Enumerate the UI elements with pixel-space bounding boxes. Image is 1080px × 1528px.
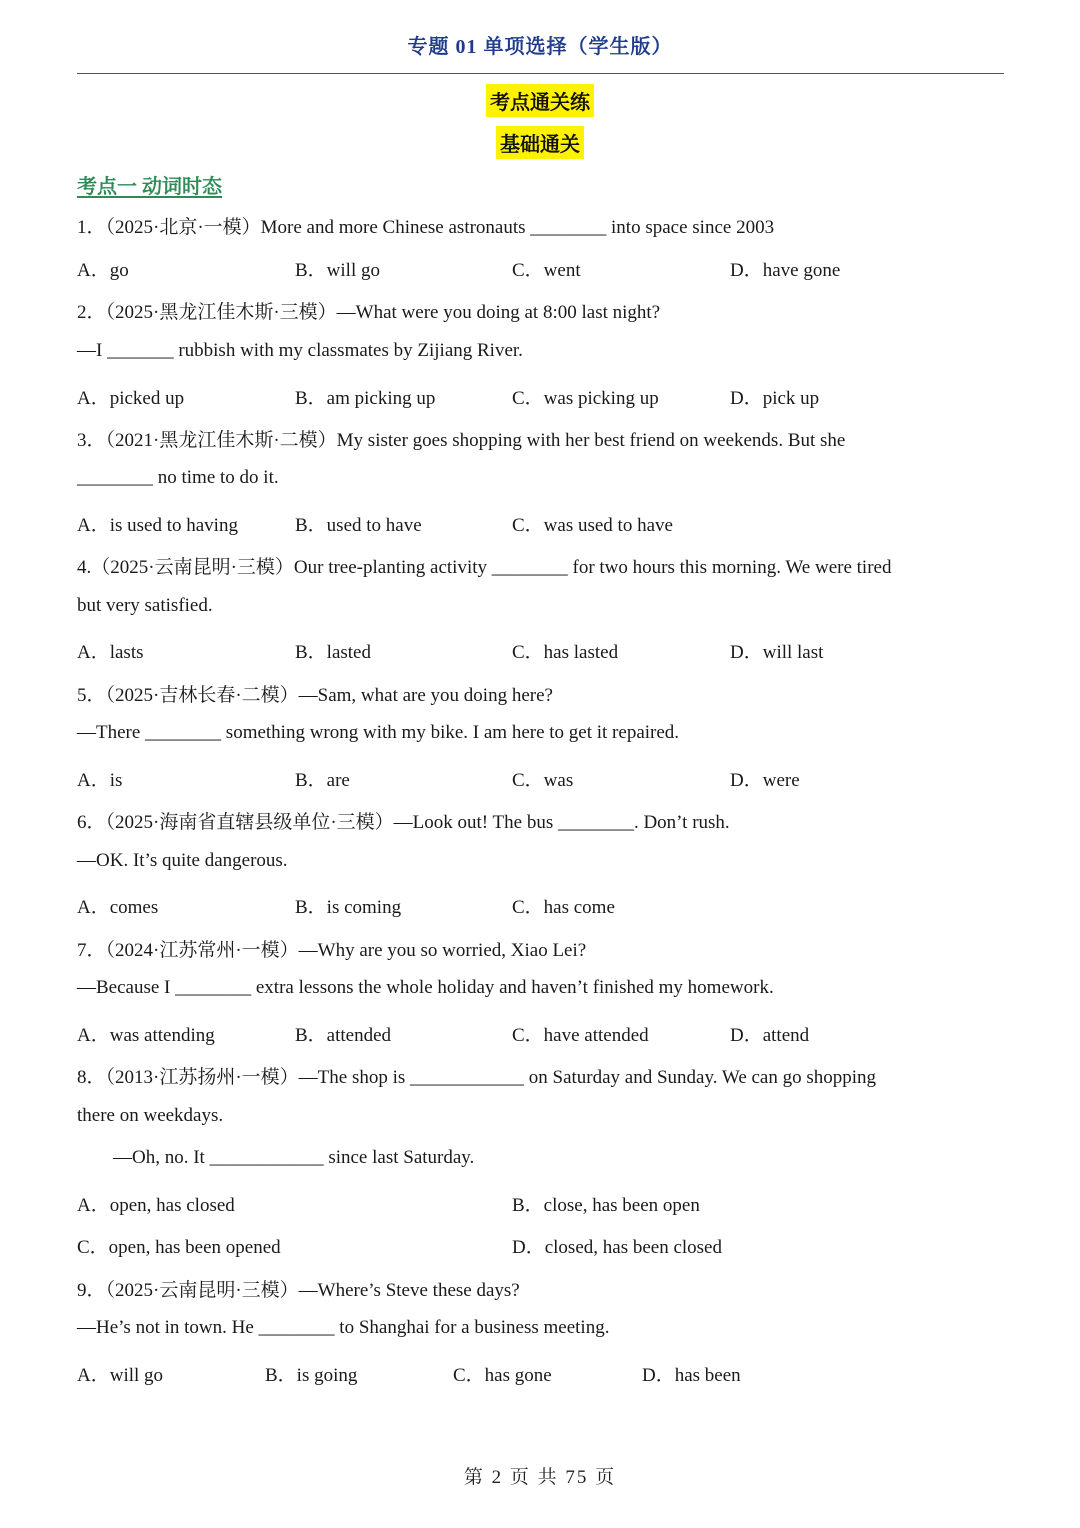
section-title: 考点一 动词时态 <box>77 176 222 198</box>
question-8-stem: 8．（2013·江苏扬州·一模）—The shop is ____________ on Saturday and Sunday. We can go shopping <box>77 1067 877 1088</box>
q3-option-c: C．was used to have <box>512 515 673 536</box>
header-divider <box>77 73 1004 74</box>
page-header-title: 专题 01 单项选择（学生版） <box>407 36 673 58</box>
question-7-line-2: —Because I ________ extra lessons the whole holiday and haven’t finished my homework. <box>77 977 774 998</box>
q8-option-d: D．closed, has been closed <box>512 1237 722 1258</box>
q5-option-b: B．are <box>295 770 350 791</box>
q7-option-c: C．have attended <box>512 1025 649 1046</box>
question-4-line-2: but very satisfied. <box>77 595 213 616</box>
q9-option-b: B．is going <box>265 1365 358 1386</box>
question-5-stem: 5．（2025·吉林长春·二模）—Sam, what are you doing here? <box>77 685 553 706</box>
q5-option-c: C．was <box>512 770 574 791</box>
q2-option-b: B．am picking up <box>295 388 436 409</box>
question-5-line-2: —There ________ something wrong with my bike. I am here to get it repaired. <box>77 722 680 743</box>
question-7-stem: 7．（2024·江苏常州·一模）—Why are you so worried, Xiao Lei? <box>77 940 587 961</box>
q3-option-b: B．used to have <box>295 515 422 536</box>
q9-option-d: D．has been <box>642 1365 741 1386</box>
q2-option-c: C．was picking up <box>512 388 659 409</box>
q6-option-a: A．comes <box>77 897 159 918</box>
q4-option-a: A．lasts <box>77 642 144 663</box>
banner-jichu-text: 基础通关 <box>496 126 584 159</box>
banner-jichu <box>0 126 1080 159</box>
q4-option-d: D．will last <box>730 642 824 663</box>
banner-kaodian-text: 考点通关练 <box>486 84 594 117</box>
q3-option-a: A．is used to having <box>77 515 238 536</box>
q7-option-a: A．was attending <box>77 1025 215 1046</box>
question-2-line-2: —I _______ rubbish with my classmates by Zijiang River. <box>77 340 523 361</box>
q4-option-c: C．has lasted <box>512 642 619 663</box>
q4-option-b: B．lasted <box>295 642 371 663</box>
q1-option-b: B．will go <box>295 260 380 281</box>
question-1-stem: 1．（2025·北京·一模）More and more Chinese astronauts ________ into space since 2003 <box>77 217 775 238</box>
question-3-stem: 3．（2021·黑龙江佳木斯·二模）My sister goes shopping with her best friend on weekends. But she <box>77 430 846 451</box>
q1-option-d: D．have gone <box>730 260 841 281</box>
q7-option-b: B．attended <box>295 1025 392 1046</box>
question-8-line-3: —Oh, no. It ____________ since last Saturday. <box>113 1147 475 1168</box>
question-6-stem: 6．（2025·海南省直辖县级单位·三模）—Look out! The bus ________. Don’t rush. <box>77 812 730 833</box>
page-number: 第 2 页 共 75 页 <box>463 1467 617 1488</box>
q1-option-a: A．go <box>77 260 129 281</box>
question-9-line-2: —He’s not in town. He ________ to Shanghai for a business meeting. <box>77 1317 610 1338</box>
q2-option-a: A．picked up <box>77 388 185 409</box>
q8-option-c: C．open, has been opened <box>77 1237 281 1258</box>
q5-option-a: A．is <box>77 770 123 791</box>
question-2-stem: 2．（2025·黑龙江佳木斯·三模）—What were you doing at 8:00 last night? <box>77 302 661 323</box>
question-8-line-2: there on weekdays. <box>77 1105 224 1126</box>
q9-option-c: C．has gone <box>453 1365 552 1386</box>
q8-option-a: A．open, has closed <box>77 1195 235 1216</box>
q8-option-b: B．close, has been open <box>512 1195 700 1216</box>
q2-option-d: D．pick up <box>730 388 820 409</box>
q5-option-d: D．were <box>730 770 800 791</box>
q1-option-c: C．went <box>512 260 581 281</box>
question-3-line-2: ________ no time to do it. <box>77 467 279 488</box>
q9-option-a: A．will go <box>77 1365 164 1386</box>
question-9-stem: 9．（2025·云南昆明·三模）—Where’s Steve these days? <box>77 1280 520 1301</box>
question-4-stem: 4.（2025·云南昆明·三模）Our tree-planting activity ________ for two hours this morning. We were tired <box>77 557 892 578</box>
q6-option-c: C．has come <box>512 897 615 918</box>
q7-option-d: D．attend <box>730 1025 810 1046</box>
question-6-line-2: —OK. It’s quite dangerous. <box>77 850 288 871</box>
banner-kaodian <box>0 84 1080 117</box>
q6-option-b: B．is coming <box>295 897 402 918</box>
